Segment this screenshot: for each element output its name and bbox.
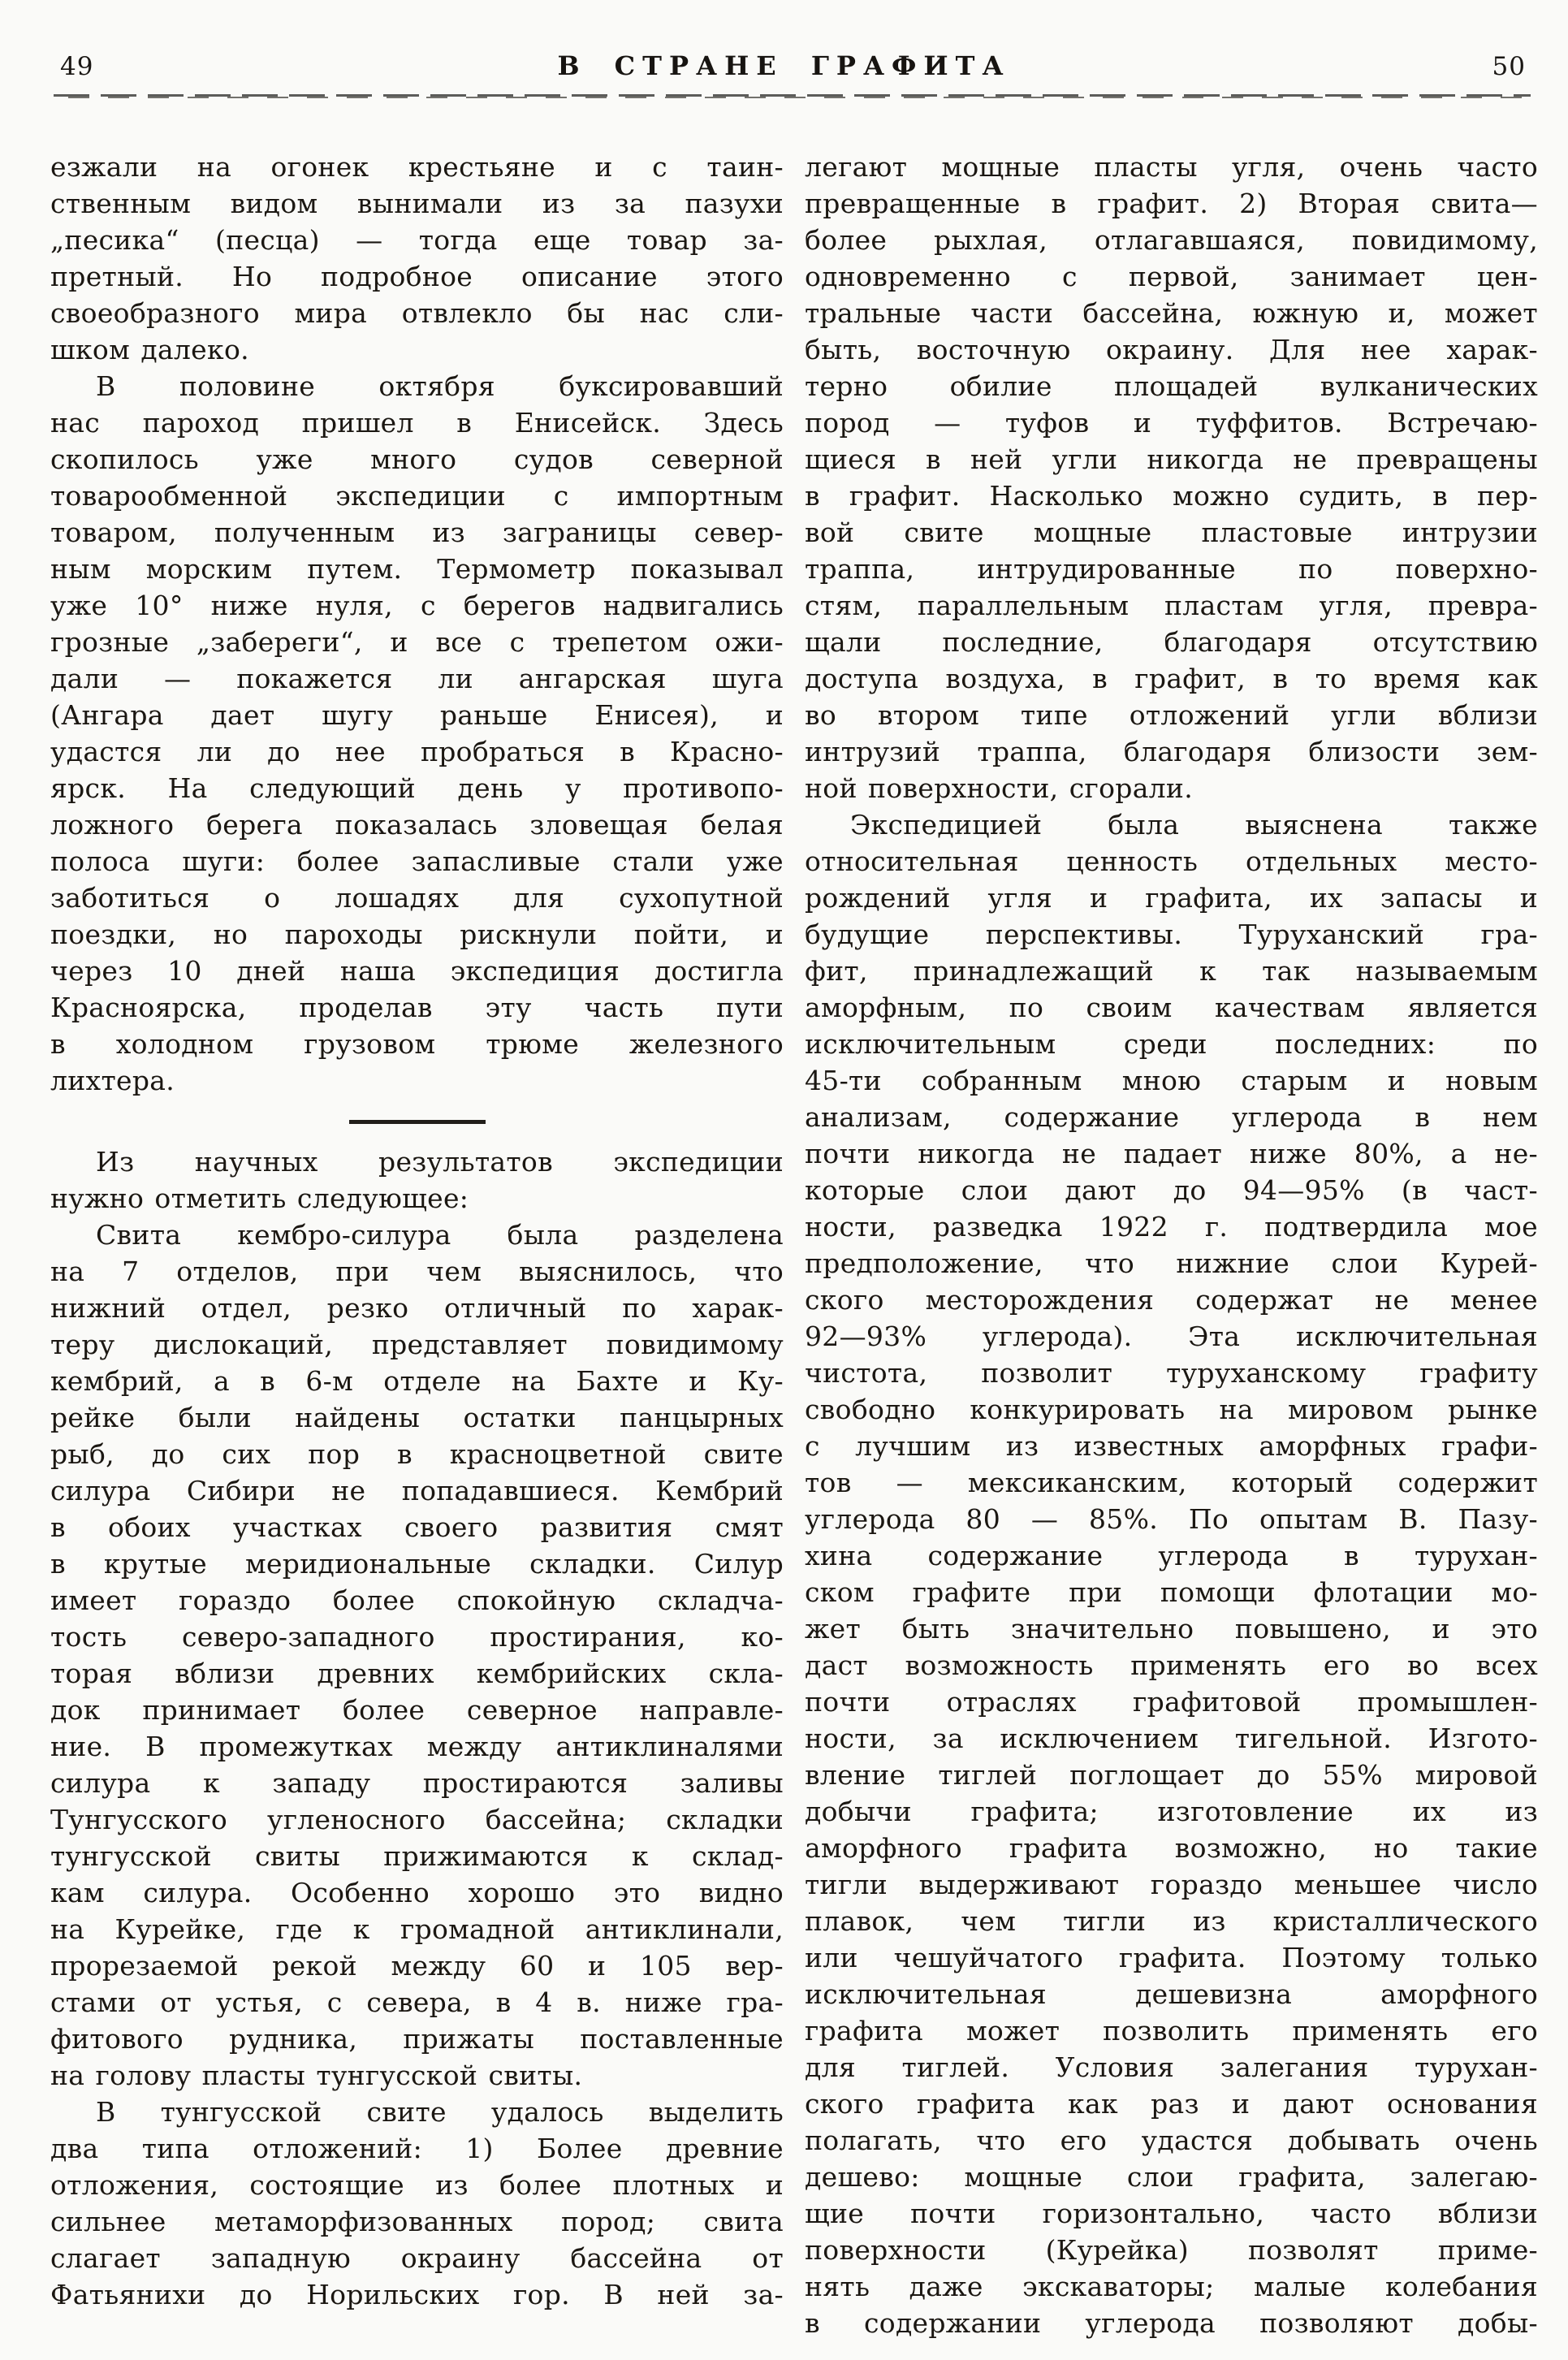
text-line: тигли выдерживают гораздо меньшее число (805, 1869, 1538, 1900)
text-line: на Курейке, где к громадной антиклинали, (50, 1913, 784, 1945)
text-line: одновременно с первой, занимает цен- (805, 261, 1538, 292)
text-line: поверхности (Курейка) позволят приме- (805, 2234, 1538, 2266)
text-line: 45-ти собранным мною старым и новым (805, 1065, 1538, 1096)
column-left (50, 149, 784, 2341)
text-line: скопилось уже много судов северной (50, 443, 784, 475)
text-line: в крутые меридиональные складки. Силур (50, 1548, 784, 1580)
text-line: док принимает более северное направле- (50, 1694, 784, 1726)
text-line: свободно конкурировать на мировом рынке (805, 1394, 1538, 1425)
text-line: ского графита как раз и дают основания (805, 2088, 1538, 2120)
paragraph (50, 1143, 784, 1217)
text-line: лихтера. (50, 1065, 175, 1096)
page-number-right: 50 (1492, 52, 1526, 81)
text-line: ском графите при помощи флотации мо- (805, 1576, 1538, 1608)
text-line: два типа отложений: 1) Более древние (50, 2133, 784, 2164)
text-line: силура к западу простираются заливы (50, 1767, 784, 1799)
text-line: заботиться о лошадях для сухопутной (50, 882, 784, 914)
text-line: дешево: мощные слои графита, залегаю- (805, 2161, 1538, 2193)
text-line: имеет гораздо более спокойную складча- (50, 1584, 784, 1616)
text-line: тральные части бассейна, южную и, может (805, 297, 1538, 329)
text-line: аморфным, по своим качествам является (805, 992, 1538, 1023)
text-line: фитового рудника, прижаты поставленные (50, 2023, 784, 2055)
text-line: нижний отдел, резко отличный по харак- (50, 1292, 784, 1324)
text-line: удастся ли до нее пробраться в Красно- (50, 736, 784, 767)
text-line: своеобразного мира отвлекло бы нас сли- (50, 297, 784, 329)
page-header (0, 45, 1568, 88)
text-line: аморфного графита возможно, но такие (805, 1832, 1538, 1864)
text-line: теру дислокаций, представляет повидимому (50, 1329, 784, 1360)
text-line: рыб, до сих пор в красноцветной свите (50, 1438, 784, 1470)
text-line: щиеся в ней угли никогда не превращены (805, 443, 1538, 475)
text-line: нять даже экскаваторы; малые колебания (805, 2271, 1538, 2302)
text-line: жет быть значительно повышено, и это (805, 1613, 1538, 1645)
text-line: легают мощные пласты угля, очень часто (805, 151, 1538, 183)
text-line: стям, параллельным пластам угля, превра- (805, 590, 1538, 621)
header-rule (54, 93, 1531, 99)
text-line: Красноярска, проделав эту часть пути (50, 992, 784, 1023)
text-line: доступа воздуха, в графит, в то время как (805, 663, 1538, 694)
paragraph (50, 2094, 784, 2313)
paragraph (805, 806, 1538, 2341)
paragraph (805, 149, 1538, 806)
text-line: Фатьянихи до Норильских гор. В ней за- (50, 2279, 784, 2310)
text-line: нужно отметить следующее: (50, 1182, 469, 1214)
text-line: езжали на огонек крестьяне и с таин- (50, 151, 784, 183)
text-line: более рыхлая, отлагавшаяся, повидимому, (805, 224, 1538, 256)
text-line: уже 10° ниже нуля, с берегов надвигались (50, 590, 784, 621)
column-right (805, 149, 1538, 2341)
text-line: превращенные в графит. 2) Вторая свита— (805, 188, 1538, 219)
text-line: пород — туфов и туффитов. Встречаю- (805, 407, 1538, 439)
text-line: ственным видом вынимали из за пазухи (50, 188, 784, 219)
text-line: для тиглей. Условия залегания турухан- (805, 2051, 1538, 2083)
text-line: щали последние, благодаря отсутствию (805, 626, 1538, 658)
text-line: исключительная дешевизна аморфного (805, 1978, 1538, 2010)
text-line: ной поверхности, сгорали. (805, 772, 1194, 804)
text-line: ского месторождения содержат не менее (805, 1284, 1538, 1316)
text-line: силура Сибири не попадавшиеся. Кембрий (50, 1475, 784, 1506)
text-line: вление тиглей поглощает до 55% мировой (805, 1759, 1538, 1791)
text-line: нас пароход пришел в Енисейск. Здесь (50, 407, 784, 439)
text-line: терно обилие площадей вулканических (805, 370, 1538, 402)
text-line: прорезаемой рекой между 60 и 105 вер- (50, 1950, 784, 1982)
section-divider (349, 1120, 486, 1124)
text-line: щие почти горизонтально, часто вблизи (805, 2198, 1538, 2229)
text-line: на 7 отделов, при чем выяснилось, что (50, 1256, 784, 1287)
text-line: в содержании углерода позволяют добы- (805, 2307, 1538, 2339)
text-line: В тунгусской свите удалось выделить (96, 2096, 784, 2128)
text-line: 92—93% углерода). Эта исключительная (805, 1320, 1538, 1352)
paragraph (50, 368, 784, 1099)
text-line: торая вблизи древних кембрийских скла- (50, 1658, 784, 1689)
text-line: добычи графита; изготовление их из (805, 1796, 1538, 1827)
text-line: анализам, содержание углерода в нем (805, 1101, 1538, 1133)
text-line: хина содержание углерода в турухан- (805, 1540, 1538, 1571)
text-line: товаром, полученным из заграницы север- (50, 517, 784, 548)
text-line: на голову пласты тунгусской свиты. (50, 2060, 583, 2091)
paragraph (50, 149, 784, 368)
text-line: предположение, что нижние слои Курей- (805, 1247, 1538, 1279)
text-line: в холодном грузовом трюме железного (50, 1028, 784, 1060)
page-title: В СТРАНЕ ГРАФИТА (557, 50, 1011, 81)
text-line: в обоих участках своего развития смят (50, 1511, 784, 1543)
text-line: слагает западную окраину бассейна от (50, 2242, 784, 2274)
page-number-left: 49 (60, 52, 94, 81)
text-line: ности, за исключением тигельной. Изгото- (805, 1722, 1538, 1754)
text-line: графита может позволить применять его (805, 2015, 1538, 2047)
text-line: относительная ценность отдельных место- (805, 845, 1538, 877)
text-line: стами от устья, с севера, в 4 в. ниже гра- (50, 1986, 784, 2018)
text-line: ложного берега показалась зловещая белая (50, 809, 784, 841)
text-line: рождений угля и графита, их запасы и (805, 882, 1538, 914)
text-line: кембрий, а в 6-м отделе на Бахте и Ку- (50, 1365, 784, 1397)
text-line: грозные „забереги“, и все с трепетом ожи- (50, 626, 784, 658)
text-line: претный. Но подробное описание этого (50, 261, 784, 292)
paragraph (50, 1217, 784, 2094)
text-line: поездки, но пароходы рискнули пойти, и (50, 918, 784, 950)
text-line: Из научных результатов экспедиции (96, 1146, 784, 1178)
text-line: Тунгусского угленосного бассейна; складки (50, 1804, 784, 1835)
text-line: почти отраслях графитовой промышлен- (805, 1686, 1538, 1718)
text-line: тунгусской свиты прижимаются к склад- (50, 1840, 784, 1872)
text-line: ярск. На следующий день у противопо- (50, 772, 784, 804)
text-line: полагать, что его удастся добывать очень (805, 2124, 1538, 2156)
text-line: траппа, интрудированные по поверхно- (805, 553, 1538, 585)
text-line: исключительным среди последних: по (805, 1028, 1538, 1060)
text-line: вой свите мощные пластовые интрузии (805, 517, 1538, 548)
text-line: ности, разведка 1922 г. подтвердила мое (805, 1211, 1538, 1243)
text-line: тость северо-западного простирания, ко- (50, 1621, 784, 1653)
text-line: Свита кембро-силура была разделена (96, 1219, 784, 1251)
text-line: шком далеко. (50, 334, 249, 365)
text-line: быть, восточную окраину. Для нее харак- (805, 334, 1538, 365)
text-line: в графит. Насколько можно судить, в пер- (805, 480, 1538, 512)
text-line: (Ангара дает шугу раньше Енисея), и (50, 699, 784, 731)
text-line: будущие перспективы. Туруханский гра- (805, 918, 1538, 950)
text-line: через 10 дней наша экспедиция достигла (50, 955, 784, 987)
text-columns (50, 149, 1538, 2341)
text-line: В половине октября буксировавший (96, 370, 784, 402)
text-line: дали — покажется ли ангарская шуга (50, 663, 784, 694)
text-line: почти никогда не падает ниже 80%, а не- (805, 1138, 1538, 1169)
text-line: чистота, позволит туруханскому графиту (805, 1357, 1538, 1389)
text-line: ным морским путем. Термометр показывал (50, 553, 784, 585)
text-line: „песика“ (песца) — тогда еще товар за- (50, 224, 784, 256)
text-line: товарообменной экспедиции с импортным (50, 480, 784, 512)
text-line: полоса шуги: более запасливые стали уже (50, 845, 784, 877)
text-line: Экспедицией была выяснена также (850, 809, 1538, 841)
text-line: с лучшим из известных аморфных графи- (805, 1430, 1538, 1462)
text-line: даст возможность применять его во всех (805, 1649, 1538, 1681)
text-line: углерода 80 — 85%. По опытам В. Пазу- (805, 1503, 1538, 1535)
text-line: фит, принадлежащий к так называемым (805, 955, 1538, 987)
text-line: сильнее метаморфизованных пород; свита (50, 2206, 784, 2237)
text-line: тов — мексиканским, который содержит (805, 1467, 1538, 1498)
text-line: рейке были найдены остатки панцырных (50, 1402, 784, 1433)
text-line: которые слои дают до 94—95% (в част- (805, 1174, 1538, 1206)
text-line: во втором типе отложений угли вблизи (805, 699, 1538, 731)
text-line: плавок, чем тигли из кристаллического (805, 1905, 1538, 1937)
text-line: кам силура. Особенно хорошо это видно (50, 1877, 784, 1908)
text-line: ние. В промежутках между антиклиналями (50, 1731, 784, 1762)
text-line: интрузий траппа, благодаря близости зем- (805, 736, 1538, 767)
text-line: отложения, состоящие из более плотных и (50, 2169, 784, 2201)
text-line: или чешуйчатого графита. Поэтому только (805, 1942, 1538, 1973)
